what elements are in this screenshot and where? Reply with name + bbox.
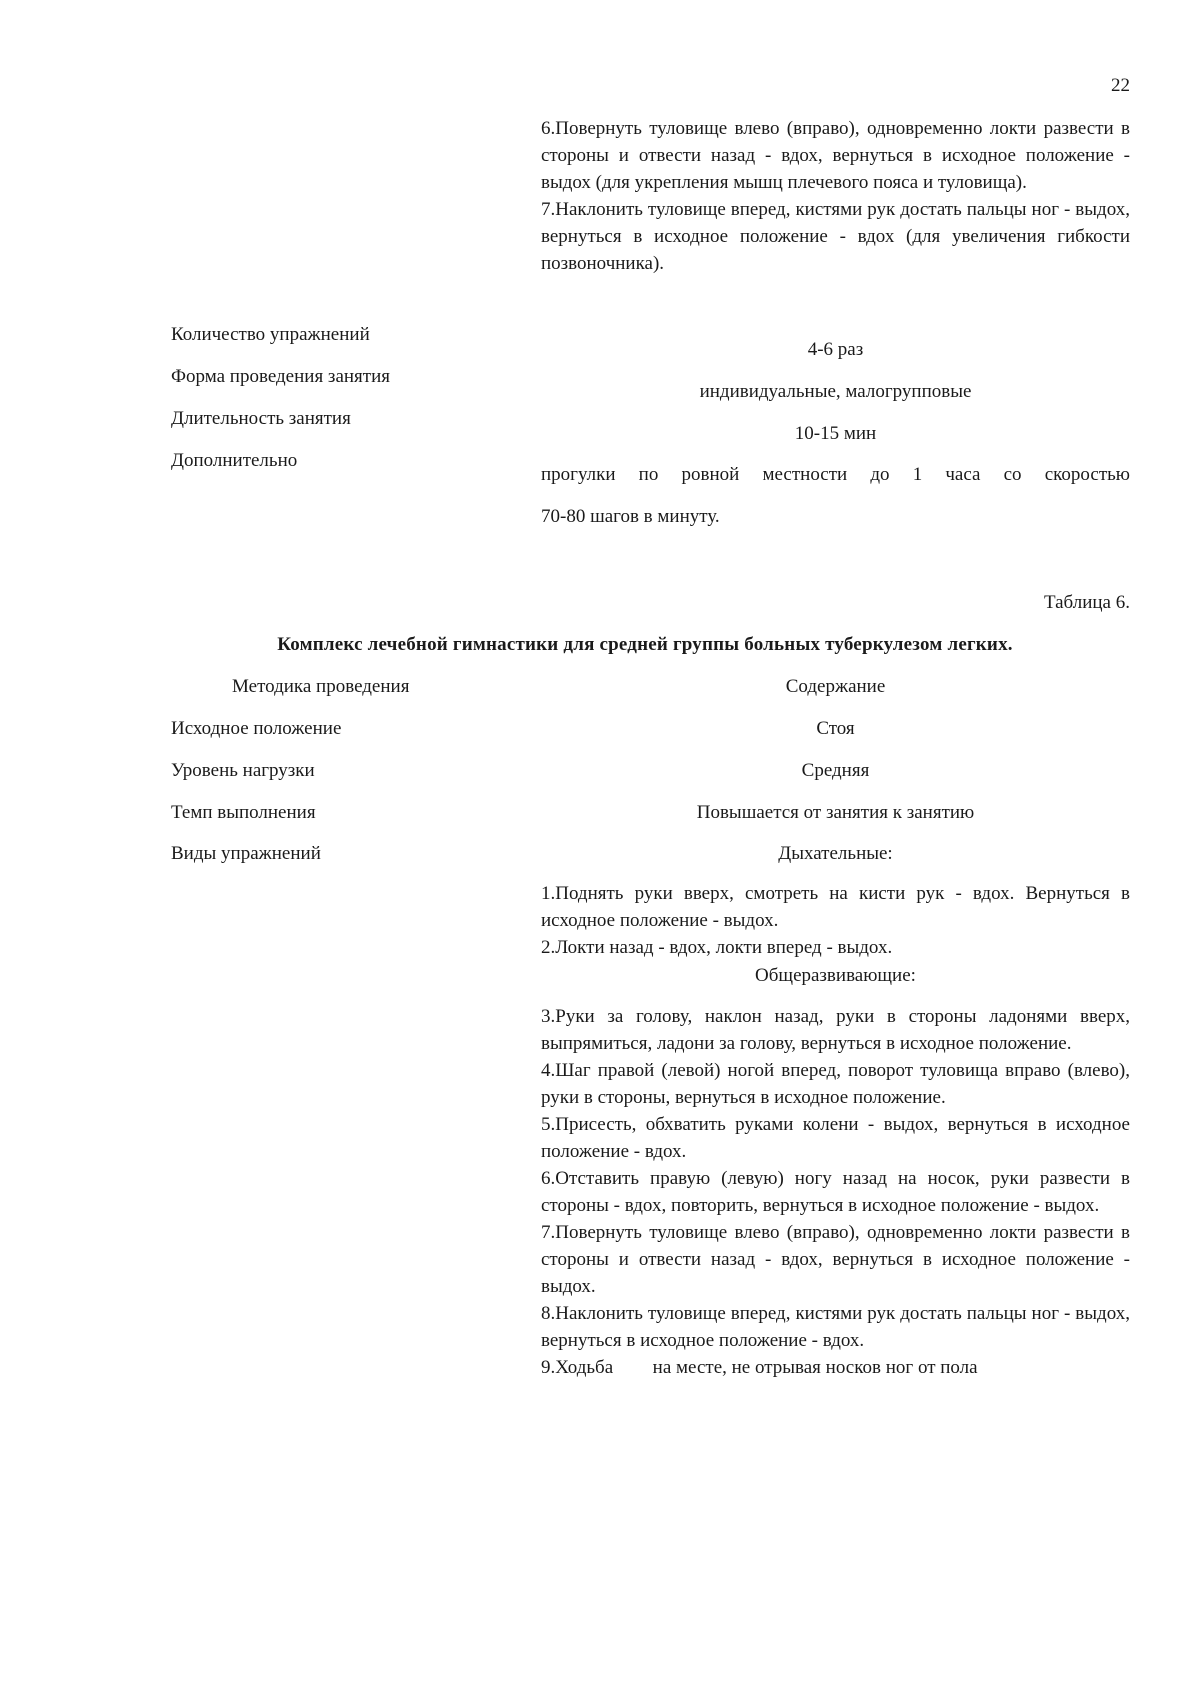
- exercise-item: 8.Наклонить туловище вперед, кистями рук достать пальцы ног - выдох, вернуться в исходное положение - вдох.: [541, 1303, 1130, 1351]
- exercise-item: 6.Повернуть туловище влево (вправо), одновременно локти развести в стороны и отвести назад - вдох, вернуться в исходное положение - выдох (для укрепления мышц плечевого пояса и туловища).: [541, 118, 1130, 193]
- load-value: Средняя: [801, 760, 870, 781]
- table-caption: Таблица 6.: [1043, 592, 1130, 613]
- extra-value-line1: прогулки по ровной местности до 1 часа со скоростью: [541, 464, 1130, 485]
- table-title: Комплекс лечебной гимнастики для средней группы больных туберкулезом легких.: [277, 634, 1013, 655]
- exercise-item: 2.Локти назад - вдох, локти вперед - выдох.: [541, 937, 893, 958]
- breathing-list: [541, 880, 1130, 961]
- top-exercise-list: [541, 115, 1130, 277]
- types-label: Виды упражнений: [171, 843, 321, 864]
- exercise-item: 6.Отставить правую (левую) ногу назад на носок, руки развести в стороны - вдох, повторить, вернуться в исходное положение - выдох.: [541, 1168, 1130, 1216]
- general-list: [541, 1003, 1130, 1381]
- last-exercise-number: 9.Ходьба: [541, 1357, 614, 1378]
- start-label: Исходное положение: [171, 718, 342, 739]
- exercise-item: 5.Присесть, обхватить руками колени - выдох, вернуться в исходное положение - вдох.: [541, 1114, 1130, 1162]
- tempo-value: Повышается от занятия к занятию: [696, 802, 975, 823]
- exercise-item: 1.Поднять руки вверх, смотреть на кисти рук - вдох. Вернуться в исходное положение - выдох.: [541, 883, 1130, 931]
- exercise-item: 3.Руки за голову, наклон назад, руки в стороны ладонями вверх, выпрямиться, ладони за голову, вернуться в исходное положение.: [541, 1006, 1130, 1054]
- extra-value-line2: 70-80 шагов в минуту.: [541, 506, 720, 527]
- page-number: 22: [1111, 75, 1130, 96]
- count-value: 4-6 раз: [807, 339, 864, 360]
- exercise-item: 4.Шаг правой (левой) ногой вперед, поворот туловища вправо (влево), руки в стороны, вернуться в исходное положение.: [541, 1060, 1130, 1108]
- form-label: Форма проведения занятия: [171, 366, 390, 387]
- header-right: Содержание: [785, 676, 886, 697]
- exercise-item: 7.Наклонить туловище вперед, кистями рук достать пальцы ног - выдох, вернуться в исходное положение - вдох (для увеличения гибкости позвоночника).: [541, 199, 1130, 274]
- load-label: Уровень нагрузки: [171, 760, 315, 781]
- last-exercise-rest: на месте, не отрывая носков ног от пола: [652, 1357, 978, 1378]
- tempo-label: Темп выполнения: [171, 802, 316, 823]
- breathing-heading: Дыхательные:: [778, 843, 893, 864]
- extra-label: Дополнительно: [171, 450, 298, 471]
- exercise-item-last: [541, 1354, 1130, 1381]
- general-heading: Общеразвивающие:: [755, 965, 916, 986]
- duration-value: 10-15 мин: [794, 423, 877, 444]
- duration-label: Длительность занятия: [171, 408, 351, 429]
- exercise-item: 7.Повернуть туловище влево (вправо), одновременно локти развести в стороны и отвести назад - вдох, вернуться в исходное положение - выдох.: [541, 1222, 1130, 1297]
- count-label: Количество упражнений: [171, 324, 370, 345]
- form-value: индивидуальные, малогрупповые: [699, 381, 972, 402]
- header-left: Методика проведения: [232, 676, 410, 697]
- start-value: Стоя: [816, 718, 855, 739]
